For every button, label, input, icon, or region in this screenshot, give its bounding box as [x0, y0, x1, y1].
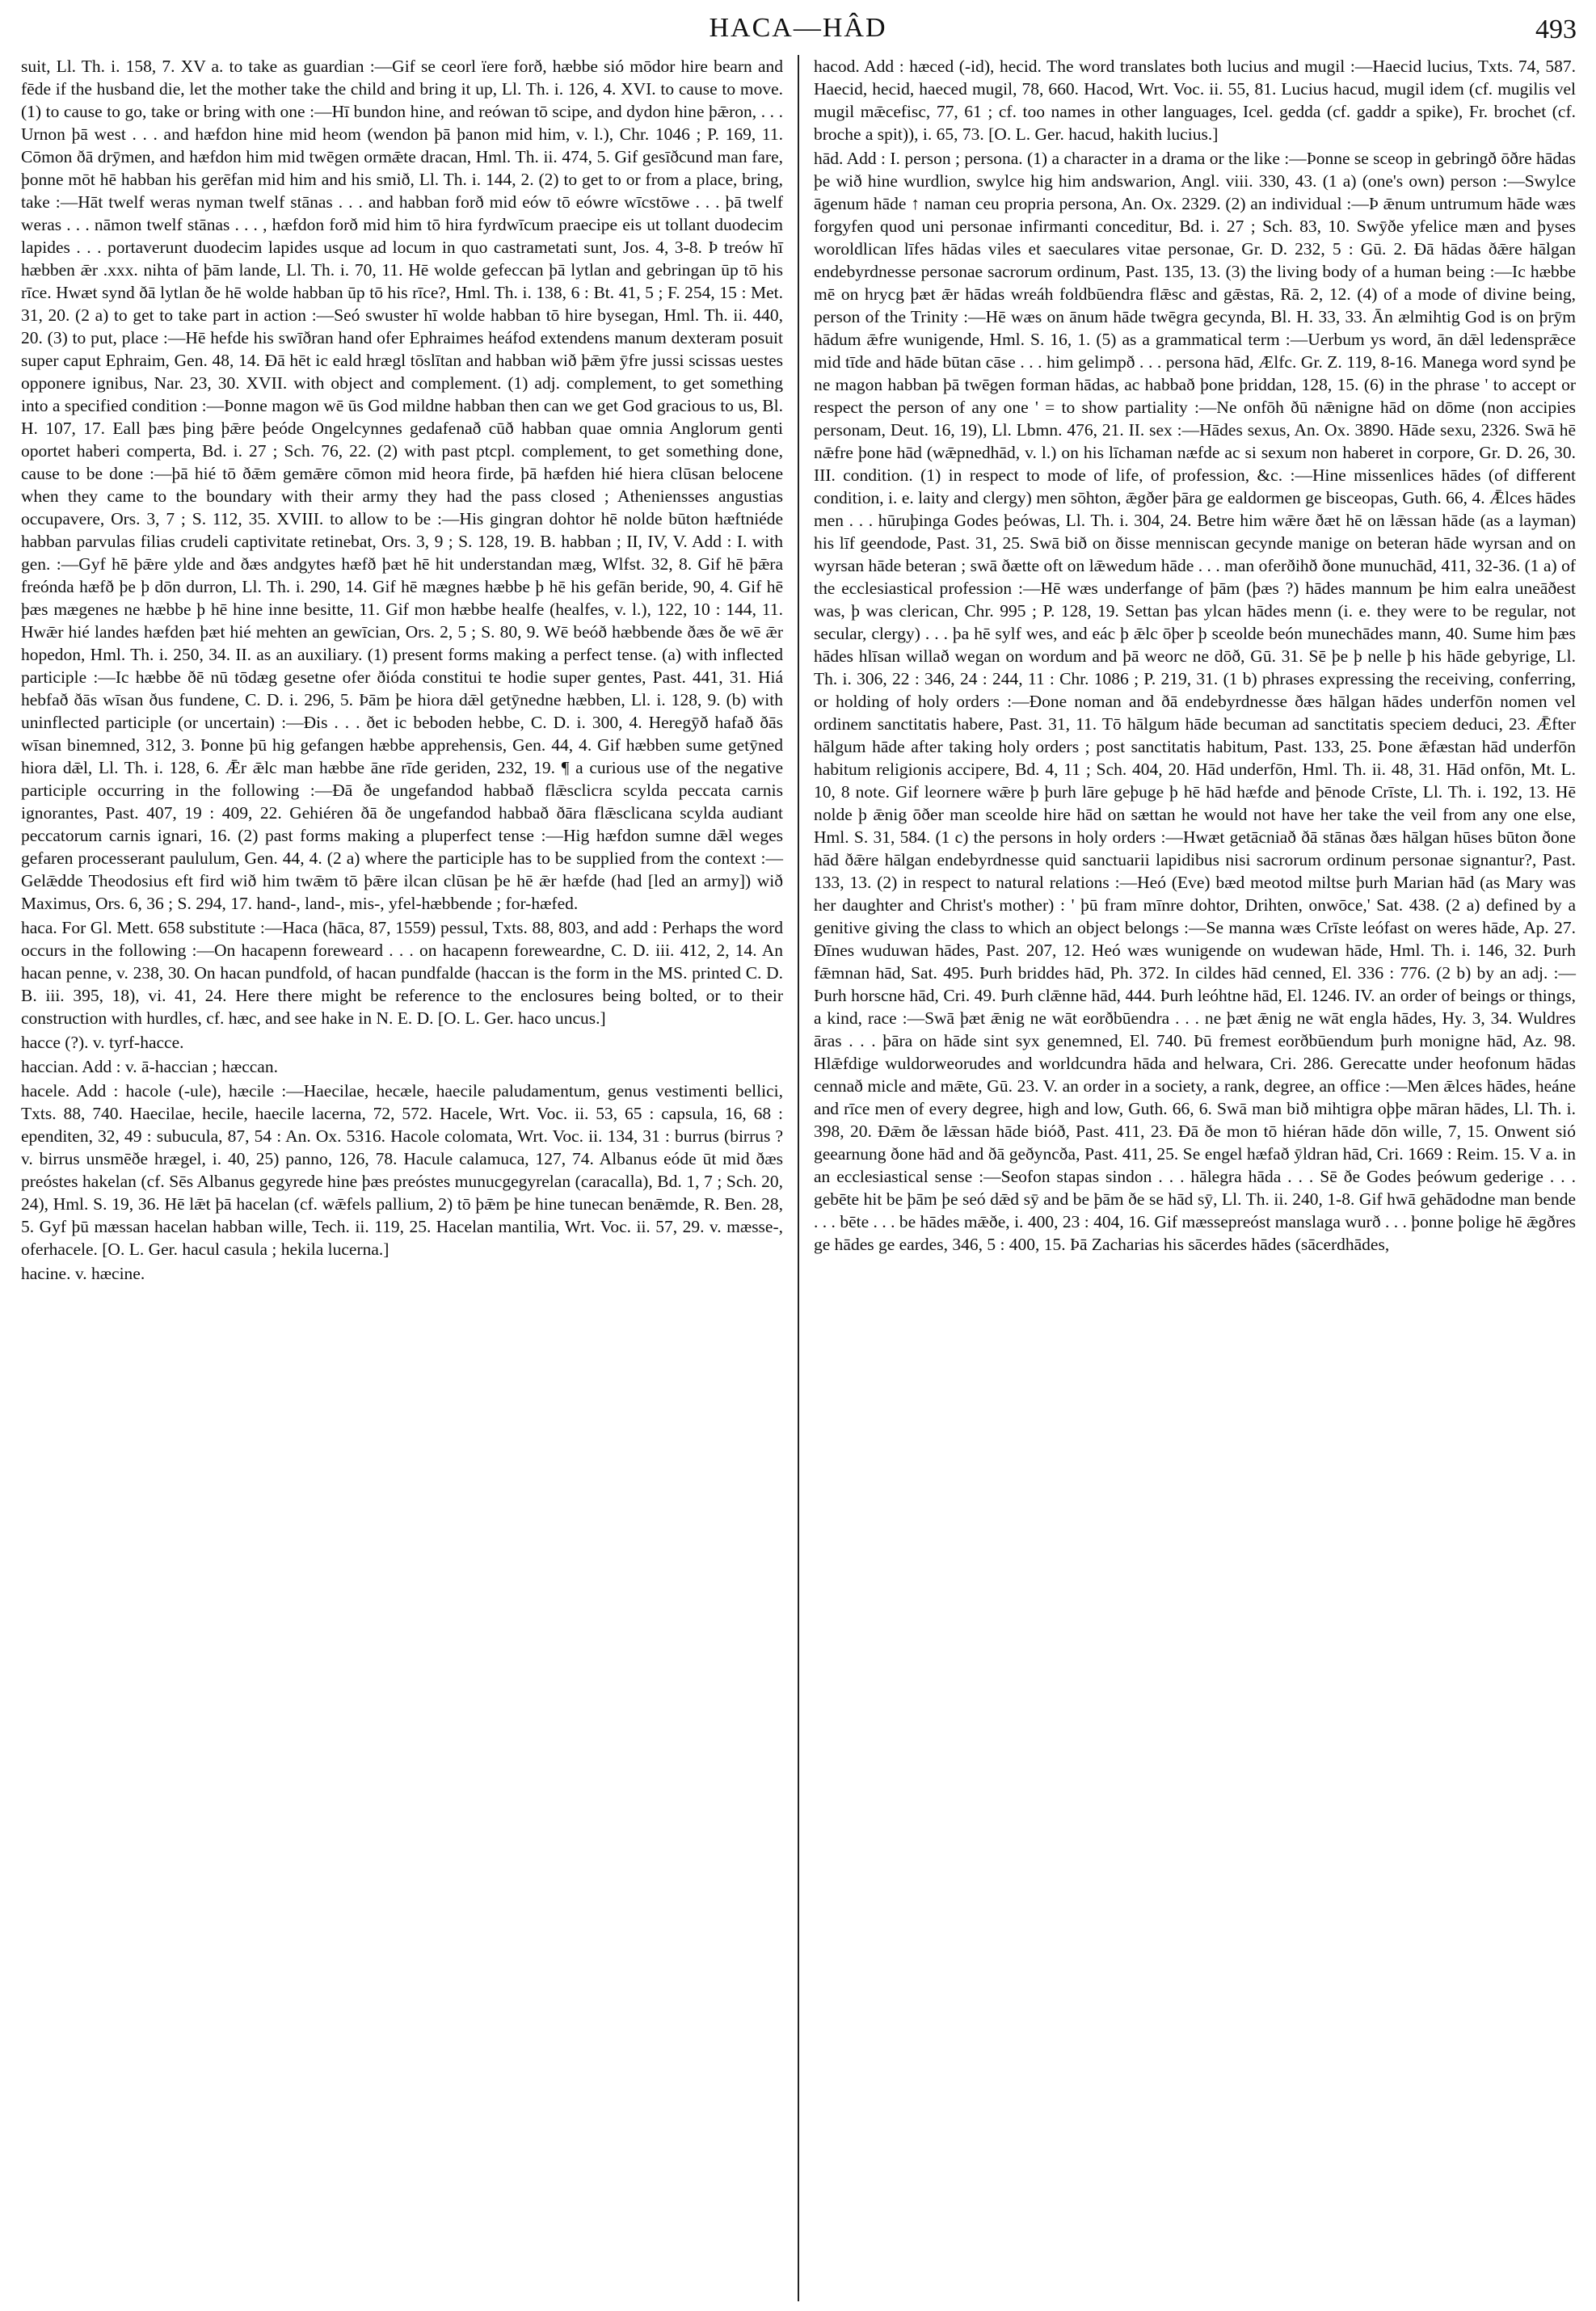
left-column [6, 55, 798, 2301]
entry-haccian: haccian. Add : v. ā-haccian ; hæccan. [21, 1057, 278, 1076]
entry-hacele: hacele. Add : hacole (-ule), hæcile :—Haecilae, hecæle, haecile paludamentum, genus vestimenti bellici, Txts. 88, 740. Haecilae, hecile, haecile lacerna, 72, 572. Hacele, Wrt. Voc. ii. 53, 65 : capsula, 16, 68 : ependiten, 32, 49 : subucula, 87, 54 : An. Ox. 5316. Hacole colomata, Wrt. Voc. ii. 134, 31 : burrus (birrus ? v. birrus unsmēðe hrægel, i. 40, 25) panno, 126, 78. Hacule calamuca, 127, 74. Albanus eóde ūt mid ðæs preóstes hakelan (cf. Sēs Albanus gegyrede hine þæs preóstes munucgegyrelan (caracalla), Bd. 1, 7 ; Sch. 20, 24), Hml. S. 19, 36. Hē lǣt þā hacelan (cf. wǣfels pallium, 2) tō þǣm þe hine tunecan benǣmde, R. Ben. 28, 5. Gyf þū mæssan hacelan habban wille, Tech. ii. 119, 25. Hacelan mantilia, Wrt. Voc. ii. 57, 29. v. mæsse-, oferhacele. [O. L. Ger. hacul casula ; hekila lucerna.] [21, 1081, 783, 1259]
entry-haca: haca. For Gl. Mett. 658 substitute :—Haca (hāca, 87, 1559) pessul, Txts. 88, 803, and add : Perhaps the word occurs in the following :—On hacapenn foreweard . . . on hacapenn foreweardne, C. D. iii. 412, 2, 14. An hacan penne, v. 238, 30. On hacan pundfold, of hacan pundfalde (haccan is the form in the MS. printed C. D. B. iii. 395, 18), vi. 41, 24. Here there might be reference to the enclosures being bolted, or to their construction with hurdles, cf. hæc, and see hake in N. E. D. [O. L. Ger. haco uncus.] [21, 918, 783, 1028]
entry-hacine: hacine. v. hæcine. [21, 1264, 145, 1283]
running-head: HACA—HÂD [709, 13, 887, 43]
dictionary-columns [6, 55, 1590, 2301]
right-column [798, 55, 1590, 2301]
page-number: 493 [1535, 15, 1577, 44]
entry-had: hād. Add : I. person ; persona. (1) a character in a drama or the like :—Þonne se sceop in gebringð ōðre hādas þe wið hine wurdlion, swylce hig him andswarion, Angl. viii. 330, 43. (1 a) (one's own) person :—Swylce āgenum hāde ↑ naman ceu propria persona, An. Ox. 2329. (2) an individual :—Þ ǣnum untrumum hāde wæs forgyfen quod uni personae infirmanti conceditur, Bd. i. 27 ; Sch. 83, 10. Swȳðe yfelice mæn and þyses woroldlican līfes hādas viles et saeculares vitae personae, Gr. D. 232, 5 : Gū. 2. Ðā hādas ðǣre hālgan endebyrdnesse personae sacrorum ordinum, Past. 135, 13. (3) the living body of a human being :—Ic hæbbe mē on hrycg þæt ǣr hādas wreáh foldbūendra flǣsc and gǣstas, Rā. 2, 12. (4) of a mode of divine being, person of the Trinity :—Hē wæs on ānum hāde twēgra gecynda, Bl. H. 33, 33. Ān ælmihtig God is on þrȳm hādum ǣfre wunigende, Hml. S. 16, 1. (5) as a grammatical term :—Uerbum ys word, ān dǣl ledensprǣce mid tīde and hāde būtan cāse . . . him gelimpð . . . persona hād, Ælfc. Gr. Z. 119, 8-16. Manega word synd þe ne magon habban þā twēgen forman hādas, ac habbað þone þriddan, 128, 15. (6) in the phrase ' to accept or respect the person of any one ' = to show partiality :—Ne onfōh ðū nǣnigne hād on dōme (non accipies personam, Deut. 16, 19), Ll. Lbmn. 476, 21. II. sex :—Hādes sexus, An. Ox. 3890. Hāde sexu, 2326. Swā hē nǣfre þone hād (wǣpnedhād, v. l.) on his līchaman næfde ac si sexum non haberet in corpore, Gr. D. 26, 30. III. condition. (1) in respect to mode of life, of profession, &c. :—Hine missenlices hādes (of different condition, i. e. laity and clergy) men sōhton, ǣgðer þāra ge ealdormen ge bisceopas, Guth. 66, 4. Ǣlces hādes men . . . hūruþinga Godes þeówas, Ll. Th. i. 304, 24. Betre him wǣre ðæt hē on lǣssan hāde (as a layman) his līf geendode, Past. 31, 25. Swā bið on ðisse menniscan gecynde manige on beteran hāde wyrsan and on wyrsan hāde beteran ; swā ðætte oft on lǣwedum hāde . . . man oferðihð ðone munuchād, 411, 32-36. (1 a) of the ecclesiastical profession :—Hē wæs underfange of þām (þæs ?) hādes mannum þe him ealra uneāðest was, þ was clerican, Chr. 995 ; P. 128, 19. Settan þas ylcan hādes menn (i. e. they were to be regular, not secular, clergy) . . . þa hē sylf wes, and eác þ ǣlc ōþer þ sceolde beón munechādes mann, 40. Sume him þæs hādes hlīsan willað wegan on wordum and þā weorc ne dōð, Gū. 31. Sē þe þ nelle þ his hāde gebyrige, Ll. Th. i. 306, 22 : 346, 24 : 244, 11 : Chr. 1086 ; P. 219, 31. (1 b) phrases expressing the receiving, conferring, or holding of holy orders :—Ðone noman and ðā endebyrdnesse ðæs hālgan hādes underfōn nomen vel ordinem sanctitatis habere, Past. 31, 11. Tō hālgum hāde becuman ad sanctitatis speciem deduci, 23. Ǣfter hālgum hāde after taking holy orders ; post sanctitatis habitum, Past. 133, 25. Þone ǣfæstan hād underfōn habitum religionis accipere, Bd. 4, 11 ; Sch. 404, 20. Hād underfōn, Hml. Th. ii. 48, 31. Hād onfōn, Mt. L. 10, 8 note. Gif leornere wǣre þ þurh lāre geþuge þ hē hād hæfde and þēnode Crīste, Ll. Th. i. 192, 13. Hē nolde þ ǣnig ōðer man sceolde hire hād on sættan he would not have her take the veil from any one else, Hml. S. 31, 584. (1 c) the persons in holy orders :—Hwæt getācniað ðā stānas ðæs hālgan hūses būton ðone hād ðǣre hālgan endebyrdnesse quid sanctuarii lapidibus nisi sacrorum ordinum personae signantur?, Past. 133, 13. (2) in respect to natural relations :—Heó (Eve) bæd meotod miltse þurh Marian hād (as Mary was her daughter and Christ's mother) : ' þū fram mīnre dohtor, Drihten, onwōce,' Sat. 438. (2 a) defined by a genitive giving the class to which an object belongs :—Se manna wæs Crīste leófast on weres hāde, Ap. 27. Ðīnes wuduwan hādes, Past. 207, 12. Heó wæs wunigende on wudewan hāde, Hml. Th. i. 146, 32. Þurh fǣmnan hād, Sat. 495. Þurh briddes hād, Ph. 372. In cildes hād cenned, El. 336 : 776. (2 b) by an adj. :—Þurh horscne hād, Cri. 49. Þurh clǣnne hād, 444. Þurh leóhtne hād, El. 1246. IV. an order of beings or things, a kind, race :—Swā þæt ǣnig ne wāt eorðbūendra . . . ne þæt ǣnig ne wāt engla hādes, Hy. 3, 34. Wuldres āras . . . þāra on hāde sint syx genemned, El. 740. Þū fremest eorðbūendum þurh monigne hād, Az. 98. Hlǣfdige wuldorweorudes and worldcundra hāda and helwara, Cri. 286. Gerecatte under heofonum hādas cennað micle and mǣte, Gū. 23. V. an order in a society, a rank, degree, an office :—Men ǣlces hādes, heáne and rīce men of every degree, high and low, Guth. 66, 6. Swā man bið mihtigra oþþe māran hādes, Ll. Th. i. 398, 20. Ðǣm ðe lǣssan hāde bióð, Past. 411, 23. Ðā ðe mon tō hiéran hāde dōn wille, 7, 15. Onwent sió geearnung ðone hād and ðā geðyncða, Past. 411, 25. Se engel hæfað ȳldran hād, Cri. 1669 : Reim. 15. V a. in an ecclesiastical sense :—Seofon stapas sindon . . . hālegra hāda . . . Sē ðe Godes þeówum gederige . . . gebēte hit be þām þe seó dǣd sȳ and be þām ðe se hād sȳ, Ll. Th. ii. 240, 1-8. Gif hwā gehādodne man bende . . . bēte . . . be hādes mǣðe, i. 400, 23 : 404, 16. Gif mæssepreóst manslaga wurð . . . þonne þolige hē ǣgðres ge hādes ge eardes, 346, 5 : 400, 15. Þā Zacharias his sācerdes hādes (sācerdhādes, [814, 149, 1576, 1254]
entry-habban-continued: suit, Ll. Th. i. 158, 7. XV a. to take as guardian :—Gif se ceorl ïere forð, hæbbe sió mōdor hire bearn and fēde if the husband die, let the mother take the child and bring it up, Ll. Th. i. 126, 4. XVI. to cause to move. (1) to cause to go, take or bring with one :—Hī bundon hine, and reówan tō scipe, and dydon hine þǣron, . . . Urnon þā west . . . and hæfdon hine mid heom (wendon þā þanon mid him, v. l.), Chr. 1046 ; P. 169, 11. Cōmon ðā drȳmen, and hæfdon him mid twēgen ormǣte dracan, Hml. Th. ii. 474, 5. Gif gesīðcund man fare, þonne mōt hē habban his gerēfan mid him and his smið, Ll. Th. i. 144, 2. (2) to get to or from a place, bring, take :—Hāt twelf weras nyman twelf stānas . . . and habban forð mid eów tō eówre wīcstōwe . . . þā twelf weras . . . nāmon twelf stānas . . . , hæfdon forð mid him tō hira fyrdwīcum praecipe eis ut tollant duodecim lapides . . . portaverunt duodecim lapides usque ad locum in quo castrametati sunt, Jos. 4, 3-8. Þ treów hī hæbben ǣr .xxx. nihta of þām lande, Ll. Th. i. 70, 11. Hē wolde gefeccan þā lytlan and gebringan ūp tō his rīce. Hwæt synd ðā lytlan ðe hē wolde habban ūp tō his rīce?, Hml. Th. i. 138, 6 : Bt. 41, 5 ; F. 254, 15 : Met. 31, 20. (2 a) to get to take part in action :—Seó swuster hī wolde habban tō hire bysegan, Hml. Th. ii. 440, 20. (3) to put, place :—Hē hefde his swīðran hand ofer Ephraimes heáfod extendens manum dexteram posuit super caput Ephraim, Gen. 48, 14. Ðā hēt ic eald hrægl tōslītan and habban wið þǣm ȳfre jussi scissas uestes opponere ignibus, Nar. 23, 30. XVII. with object and complement. (1) adj. complement, to get something into a specified condition :—Þonne magon wē ūs God mildne habban then can we get God gracious to us, Bl. H. 107, 17. Eall þæs þing þǣre þeóde Ongelcynnes gedafenað cūð habban quae omnia Anglorum genti oportet haberi comperta, Bd. i. 27 ; Sch. 76, 22. (2) with past ptcpl. complement, to get something done, cause to be done :—þā hié tō ðǣm gemǣre cōmon mid heora firde, þā hæfden hié hiera clūsan belocene when they came to the boundary with their army they had the pass closed ; Atheniensses angustias occupavere, Ors. 3, 7 ; S. 112, 35. XVIII. to allow to be :—His gingran dohtor hē nolde būton hæftniéde habban parvulas filias crudeli captivitate retinebat, Ors. 3, 9 ; S. 128, 19. B. habban ; II, IV, V. Add : I. with gen. :—Gyf hē þǣre ylde and ðæs andgytes hæfð þæt hē hit understandan mæg, Wlfst. 32, 8. Gif hē þǣra freónda hæfð þe þ dōn durron, Ll. Th. i. 290, 14. Gif hē mægnes hæbbe þ hē his gefān beride, 90, 4. Gif hē þæs mægenes ne hæbbe þ hē hine inne besitte, 11. Gif mon hæbbe healfe (healfes, v. l.), 122, 10 : 144, 11. Hwǣr hié landes hæfden þæt hié mehten an gewīcian, Ors. 2, 5 ; S. 80, 9. Wē beóð hæbbende ðæs ðe wē ǣr hopedon, Hml. Th. i. 250, 34. II. as an auxiliary. (1) present forms making a perfect tense. (a) with inflected participle :—Ic hæbbe ðē nū tōdæg gesetne ofer ðióda constitui te hodie super gentes, Past. 441, 31. Hiá hebfað ðās wīsan ðus fundene, C. D. i. 296, 5. Þām þe hiora dǣl getȳnedne hæbben, Ll. i. 128, 9. (b) with uninflected participle (or uncertain) :—Ðis . . . ðet ic beboden hebbe, C. D. i. 300, 4. Heregȳð hafað ðās wīsan binemned, 312, 3. Þonne þū hig gefangen hæbbe apprehensis, Gen. 44, 4. Gif hæbben sume getȳned hiora dǣl, Ll. Th. i. 128, 6. Ǣr ǣlc man hæbbe āne rīde geriden, 232, 19. ¶ a curious use of the negative participle occurring in the following :—Ðā ðe ungefandod habbað flǣsclicra scylda peccata carnis ignorantes, Past. 407, 19 : 409, 22. Gehiéren ðā ðe ungefandod habbað ðāra flǣsclicana scylda audiant peccatorum carnis ignari, 16. (2) past forms making a pluperfect tense :—Hig hæfdon sumne dǣl weges gefaren processerant paululum, Gen. 44, 4. (2 a) where the participle has to be supplied from the context :—Gelǣdde Theodosius eft fird wið him twǣm tō þǣre ilcan clūsan þe hē ǣr hæfde (had [led an army]) wið Maximus, Ors. 6, 36 ; S. 294, 17. hand-, land-, mis-, yfel-hæbbende ; for-hæfed. [21, 57, 783, 913]
entry-hacod: hacod. Add : hæced (-id), hecid. The word translates both lucius and mugil :—Haecid lucius, Txts. 74, 587. Haecid, hecid, haeced mugil, 78, 660. Hacod, Wrt. Voc. ii. 55, 81. Lucius hacud, mugil idem (cf. mugilis vel mugil mǣcefisc, 77, 61 ; cf. too names in other languages, Icel. gedda (cf. gaddr a spike), Fr. brochet (cf. broche a spit)), i. 65, 73. [O. L. Ger. hacud, hakith lucius.] [814, 57, 1576, 144]
entry-hacce: hacce (?). v. tyrf-hacce. [21, 1033, 184, 1052]
page-header [0, 13, 1596, 52]
